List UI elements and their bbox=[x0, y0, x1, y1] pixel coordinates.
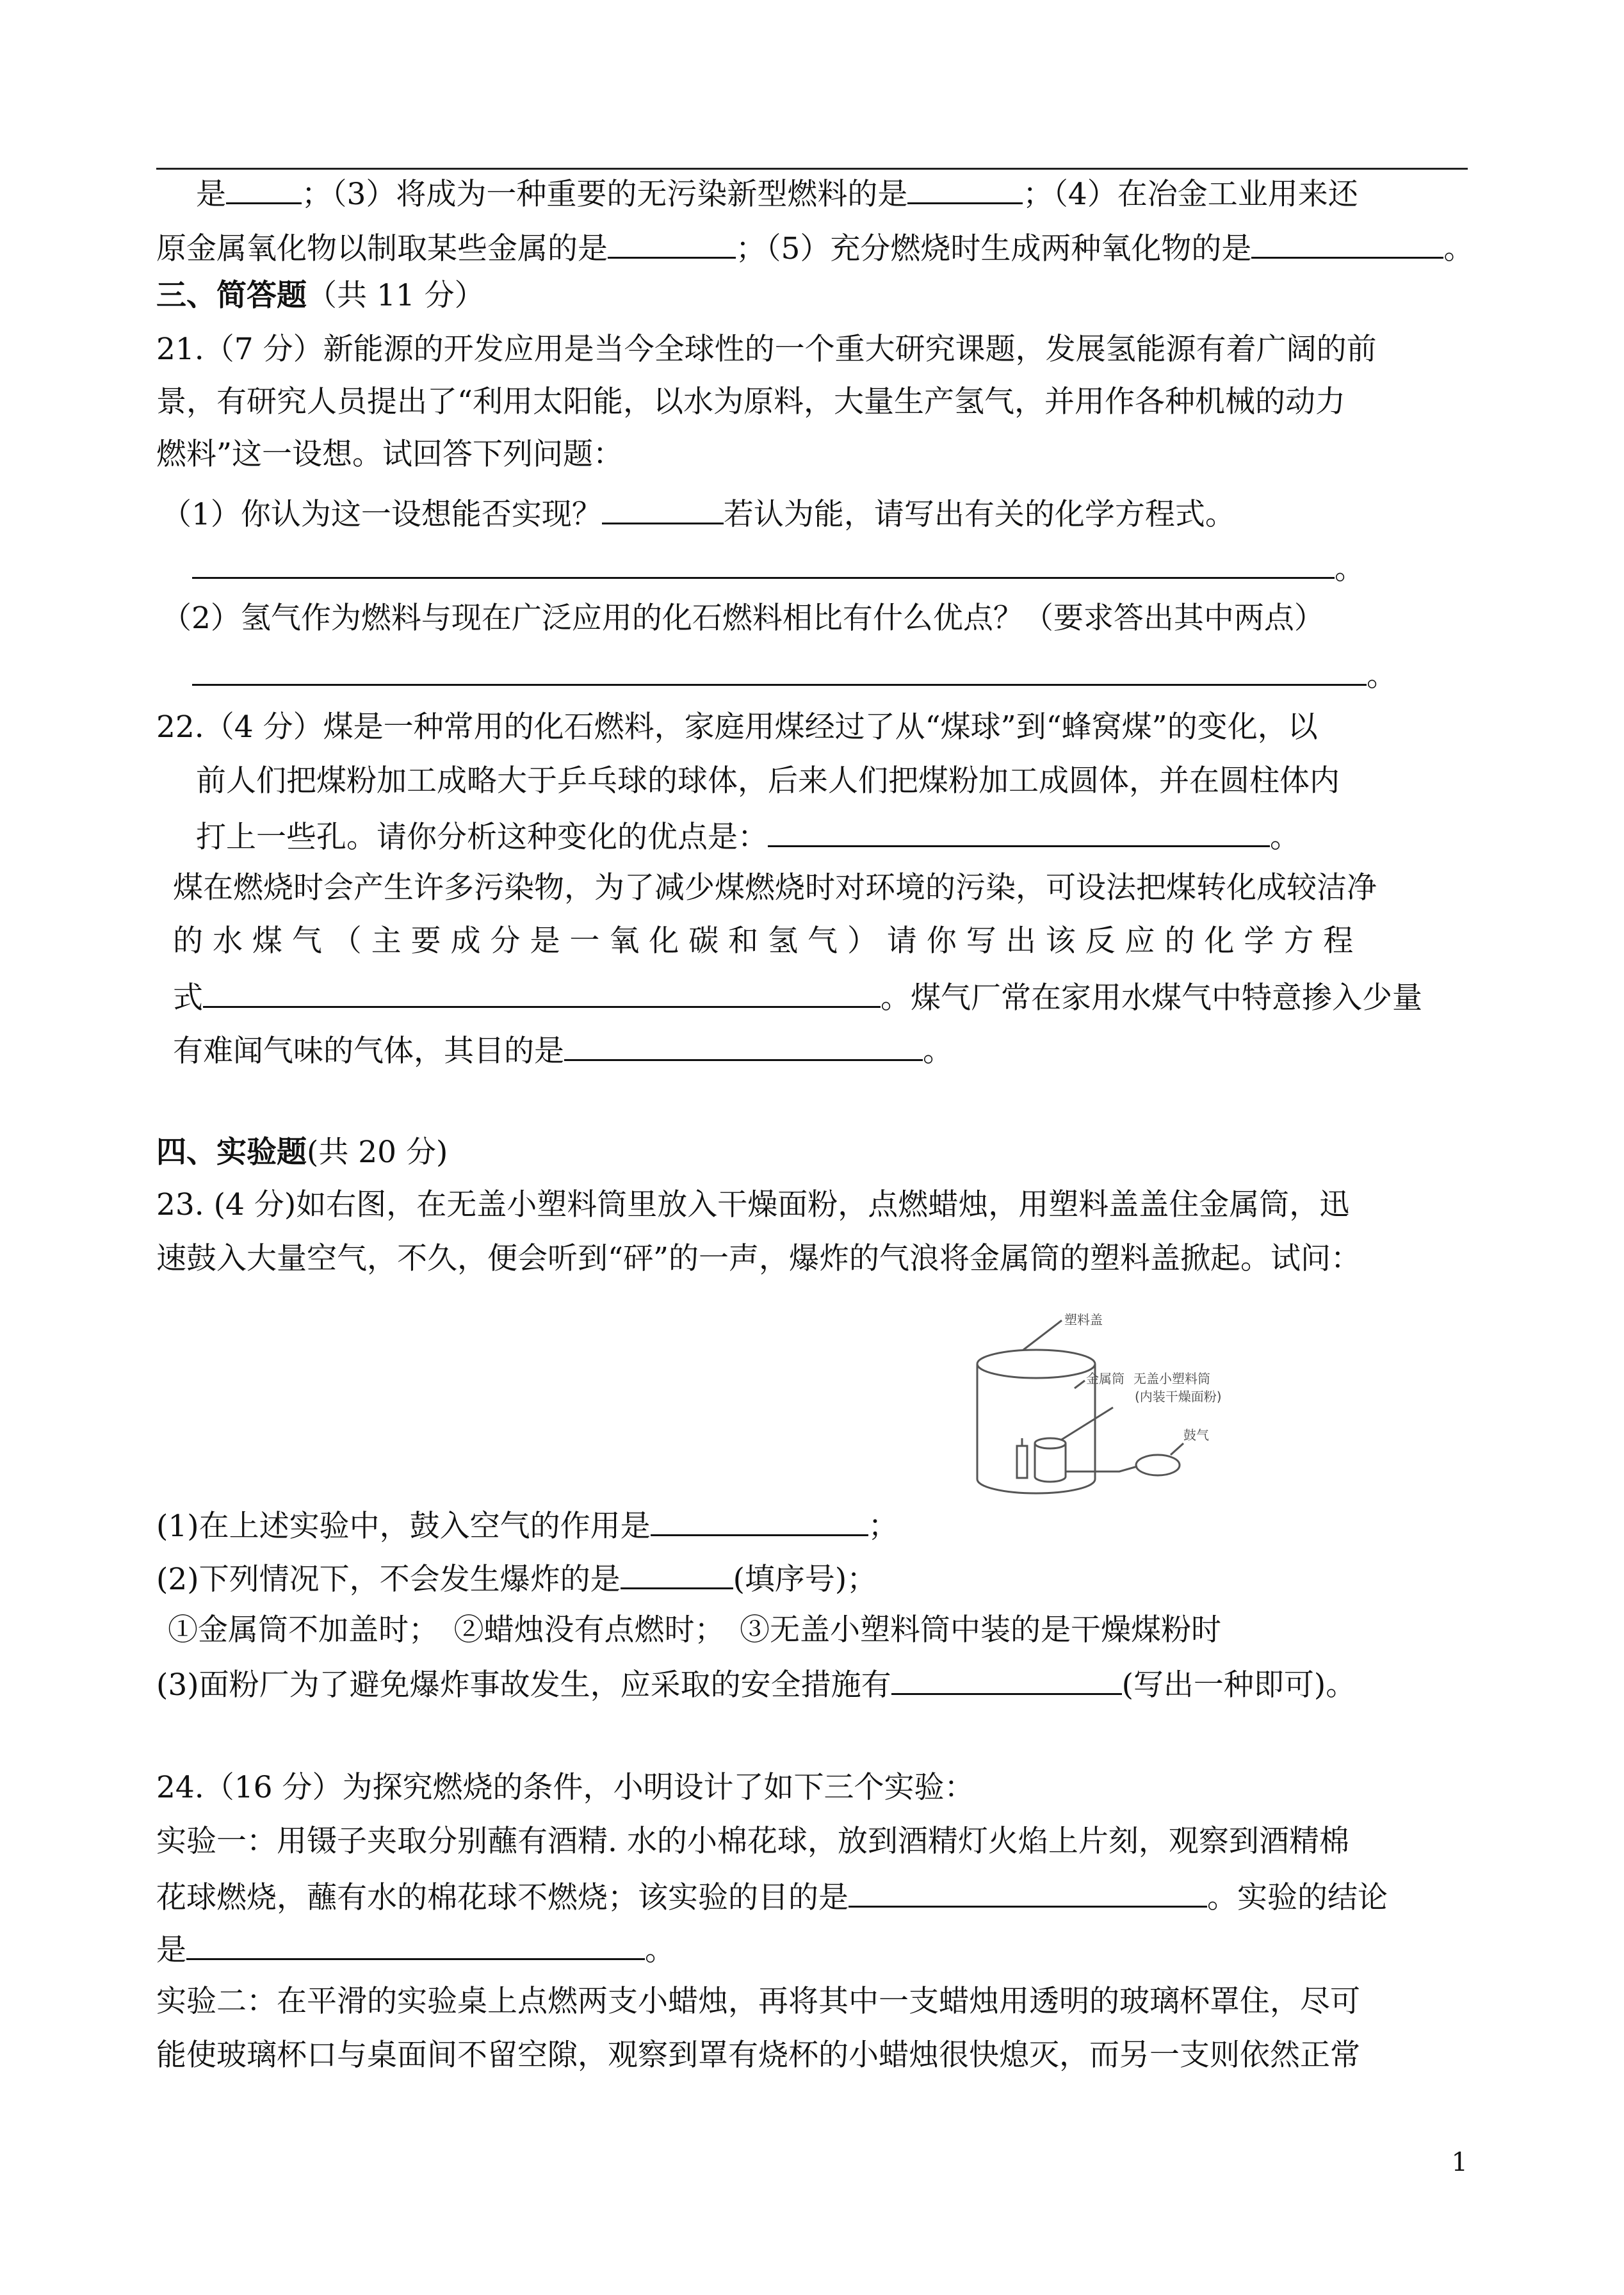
label-cup: 无盖小塑料筒 bbox=[1133, 1371, 1210, 1386]
question-part: （2）氢气作为燃料与现在广泛应用的化石燃料相比有什么优点？（要求答出其中两点） bbox=[161, 601, 1324, 636]
answer-blank[interactable] bbox=[602, 493, 724, 524]
question-text: 燃料”这一设想。试回答下列问题： bbox=[156, 437, 624, 472]
text-fragment: (3)面粉厂为了避免爆炸事故发生，应采取的安全措施有 bbox=[156, 1667, 891, 1703]
text-fragment: 。 bbox=[1335, 551, 1365, 587]
text-fragment: 。 bbox=[645, 1933, 675, 1968]
question-text: 24.（16 分）为探究燃烧的条件，小明设计了如下三个实验： bbox=[156, 1770, 975, 1805]
text-fragment: ；（4）在冶金工业用来还 bbox=[1023, 177, 1358, 212]
question-text: 煤在燃烧时会产生许多污染物，为了减少煤燃烧时对环境的污染，可设法把煤转化成较洁净 bbox=[173, 870, 1377, 905]
text-fragment: 是 bbox=[156, 1933, 186, 1968]
answer-blank[interactable] bbox=[203, 977, 881, 1008]
answer-line bbox=[192, 654, 1397, 695]
candle bbox=[1017, 1446, 1027, 1478]
section-heading bbox=[156, 1133, 448, 1172]
text-fragment: (填序号)； bbox=[733, 1562, 877, 1597]
answer-blank[interactable] bbox=[1251, 227, 1443, 259]
answer-blank[interactable] bbox=[186, 1929, 645, 1960]
question-text: 实验二：在平滑的实验桌上点燃两支小蜡烛，再将其中一支蜡烛用透明的玻璃杯罩住，尽可 bbox=[156, 1984, 1360, 2019]
plastic-lid bbox=[977, 1350, 1095, 1378]
label-can: 金属筒 bbox=[1086, 1371, 1125, 1386]
label-cup-note: (内装干燥面粉) bbox=[1135, 1389, 1222, 1404]
answer-blank[interactable] bbox=[849, 1876, 1207, 1908]
air-bulb bbox=[1136, 1455, 1180, 1475]
question-text bbox=[173, 1030, 953, 1071]
answer-options: ①金属筒不加盖时； ②蜡烛没有点燃时； ③无盖小塑料筒中装的是干燥煤粉时 bbox=[168, 1612, 1221, 1648]
apparatus-figure bbox=[966, 1311, 1278, 1509]
text-fragment: 。 bbox=[1270, 820, 1300, 855]
answer-blank[interactable] bbox=[192, 547, 1335, 579]
question-text bbox=[156, 1929, 675, 1970]
text-fragment: (写出一种即可)。 bbox=[1121, 1667, 1356, 1703]
question-text: 前人们把煤粉加工成略大于乒乓球的球体，后来人们把煤粉加工成圆体，并在圆柱体内 bbox=[196, 763, 1340, 799]
apparatus-diagram bbox=[966, 1311, 1278, 1509]
text-fragment: 。 bbox=[1367, 658, 1397, 693]
air-tube bbox=[1066, 1466, 1137, 1472]
answer-blank[interactable] bbox=[621, 1558, 733, 1589]
question-text: 22.（4 分）煤是一种常用的化石燃料，家庭用煤经过了从“煤球”到“蜂窝煤”的变化，以 bbox=[156, 710, 1318, 745]
question-text: 能使玻璃杯口与桌面间不留空隙，观察到罩有烧杯的小蜡烛很快熄灭，而另一支则依然正常 bbox=[156, 2038, 1360, 2073]
text-line bbox=[196, 173, 1358, 214]
question-text: 23. (4 分)如右图，在无盖小塑料筒里放入干燥面粉，点燃蜡烛，用塑料盖盖住金属筒，迅 bbox=[156, 1187, 1350, 1222]
section-points: （共 11 分） bbox=[307, 278, 485, 313]
question-text bbox=[196, 816, 1300, 857]
text-fragment: 。煤气厂常在家用水煤气中特意掺入少量 bbox=[881, 980, 1422, 1016]
text-fragment: 有难闻气味的气体，其目的是 bbox=[173, 1034, 564, 1069]
answer-blank[interactable] bbox=[651, 1505, 868, 1536]
text-fragment: 若认为能，请写出有关的化学方程式。 bbox=[723, 497, 1235, 532]
text-fragment: 打上一些孔。请你分析这种变化的优点是： bbox=[196, 820, 768, 855]
question-part bbox=[161, 493, 1235, 534]
label-lid: 塑料盖 bbox=[1064, 1312, 1103, 1327]
question-part bbox=[156, 1664, 1356, 1705]
text-fragment: 花球燃烧，蘸有水的棉花球不燃烧；该实验的目的是 bbox=[156, 1880, 849, 1915]
question-text bbox=[156, 1876, 1388, 1917]
question-part bbox=[156, 1558, 877, 1599]
text-fragment: ； bbox=[868, 1509, 898, 1544]
question-text bbox=[173, 977, 1422, 1018]
question-text: 21.（7 分）新能源的开发应用是当今全球性的一个重大研究课题，发展氢能源有着广阔的前 bbox=[156, 332, 1377, 367]
text-fragment: 。 bbox=[923, 1034, 953, 1069]
question-text: 速鼓入大量空气，不久，便会听到“砰”的一声，爆炸的气浪将金属筒的塑料盖掀起。试问： bbox=[156, 1241, 1361, 1276]
section-points: (共 20 分) bbox=[307, 1135, 448, 1170]
header-rule bbox=[156, 168, 1468, 170]
answer-blank[interactable] bbox=[768, 816, 1270, 847]
text-fragment: 。 bbox=[1443, 231, 1474, 266]
text-fragment: (2)下列情况下，不会发生爆炸的是 bbox=[156, 1562, 621, 1597]
text-fragment: 是 bbox=[196, 177, 226, 212]
answer-blank[interactable] bbox=[564, 1030, 923, 1061]
answer-blank[interactable] bbox=[907, 173, 1023, 204]
plastic-cup bbox=[1035, 1438, 1066, 1448]
text-fragment: ；（5）充分燃烧时生成两种氧化物的是 bbox=[736, 231, 1252, 266]
text-line bbox=[156, 227, 1474, 268]
question-text: 景，有研究人员提出了“利用太阳能，以水为原料，大量生产氢气，并用作各种机械的动力 bbox=[156, 384, 1346, 419]
answer-blank[interactable] bbox=[192, 654, 1367, 686]
answer-blank[interactable] bbox=[226, 173, 302, 204]
question-text: 的 水 煤 气 （ 主 要 成 分 是 一 氧 化 碳 和 氢 气 ） 请 你 写 出 该 反 应 的 化 学 方 程 bbox=[173, 923, 1354, 959]
section-title: 四、实验题 bbox=[156, 1135, 307, 1170]
text-fragment: 式 bbox=[173, 980, 203, 1016]
answer-blank[interactable] bbox=[891, 1664, 1122, 1695]
question-text: 实验一：用镊子夹取分别蘸有酒精. 水的小棉花球，放到酒精灯火焰上片刻，观察到酒精棉 bbox=[156, 1824, 1349, 1859]
text-fragment: (1)在上述实验中，鼓入空气的作用是 bbox=[156, 1509, 651, 1544]
page-number: 1 bbox=[1451, 2148, 1468, 2177]
metal-can bbox=[977, 1479, 1095, 1493]
section-title: 三、简答题 bbox=[156, 278, 307, 313]
text-fragment: 原金属氧化物以制取某些金属的是 bbox=[156, 231, 608, 266]
section-heading bbox=[156, 277, 485, 315]
text-fragment: 。实验的结论 bbox=[1207, 1880, 1388, 1915]
text-fragment: （1）你认为这一设想能否实现？ bbox=[161, 497, 602, 532]
answer-line bbox=[192, 547, 1365, 588]
text-fragment: ；（3）将成为一种重要的无污染新型燃料的是 bbox=[302, 177, 908, 212]
question-part bbox=[156, 1505, 898, 1546]
answer-blank[interactable] bbox=[608, 227, 736, 259]
label-air: 鼓气 bbox=[1183, 1427, 1209, 1443]
